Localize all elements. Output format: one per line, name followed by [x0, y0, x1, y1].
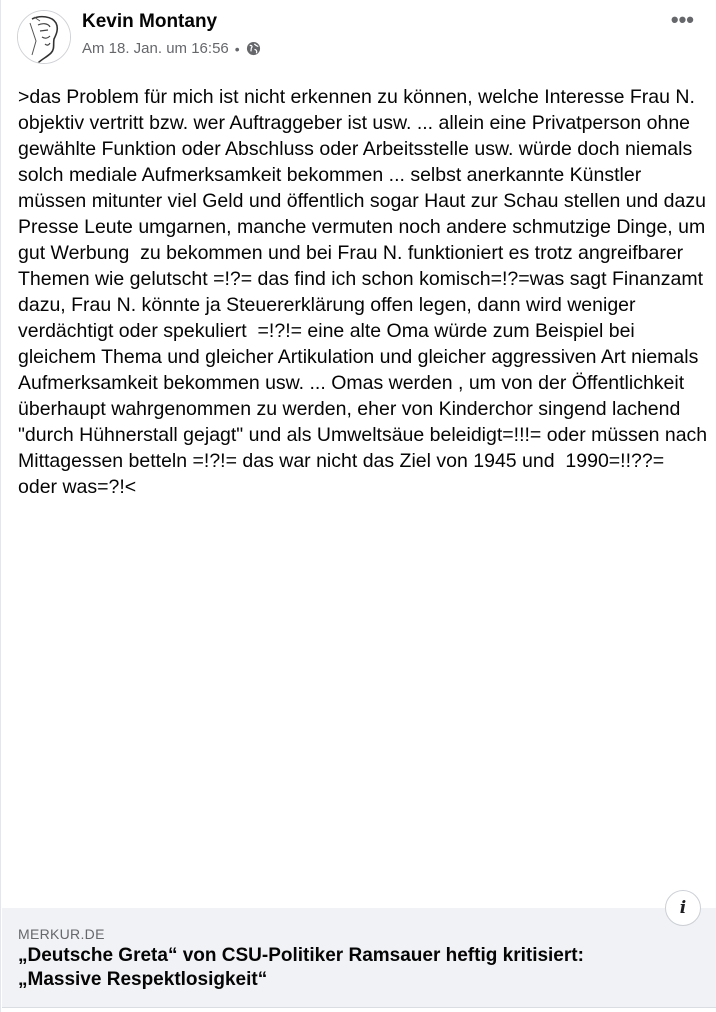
info-icon[interactable]: i	[665, 890, 701, 926]
post-timestamp[interactable]: Am 18. Jan. um 16:56	[82, 40, 229, 57]
post-header	[17, 7, 702, 66]
link-domain: MERKUR.DE	[18, 926, 105, 942]
link-preview[interactable]	[2, 908, 716, 1008]
avatar-sketch-icon	[18, 11, 71, 64]
more-options-icon[interactable]: •••	[670, 7, 694, 32]
link-title[interactable]: „Deutsche Greta“ von CSU-Politiker Ramsauer heftig kritisiert: „Massive Respektlosigkeit“	[18, 945, 584, 990]
post-meta	[82, 40, 261, 57]
post-text: >das Problem für mich ist nicht erkennen zu können, welche Interesse Frau N. objektiv vertritt bzw. wer Auftraggeber ist usw. ... allein eine Privatperson ohne gewählte Funktion oder Abschluss oder Arbeitsstelle usw. würde doch niemals solch mediale Aufmerksamkeit bekommen ... selbst anerkannte Künstler müssen mitunter viel Geld und öffentlich sogar Haut zur Schau stellen und dazu Presse Leute umgarnen, manche vermuten noch andere schmutzige Dinge, um gut Werbung zu bekommen und bei Frau N. funktioniert es trotz angreifbarer Themen wie gelutscht =!?= das find ich schon komisch=!?=was sagt Finanzamt dazu, Frau N. könnte ja Steuererklärung offen legen, dann wird weniger verdächtigt oder spekuliert =!?!= eine alte Oma würde zum Beispiel bei gleichem Thema und gleicher Artikulation und gleicher aggressiven Art niemals Aufmerksamkeit bekommen usw. ... Omas werden , um von der Öffentlichkeit überhaupt wahrgenommen zu werden, eher von Kinderchor singend lachend "durch Hühnerstall gejagt" und als Umweltsäue beleidigt=!!!= oder müssen nach Mittagessen betteln =!?!= das war nicht das Ziel von 1945 und 1990=!!??= oder was=?!<	[18, 86, 713, 498]
author-name[interactable]: Kevin Montany	[82, 11, 218, 32]
avatar[interactable]	[17, 10, 71, 64]
meta-separator: •	[234, 40, 240, 57]
globe-icon[interactable]	[246, 41, 261, 56]
